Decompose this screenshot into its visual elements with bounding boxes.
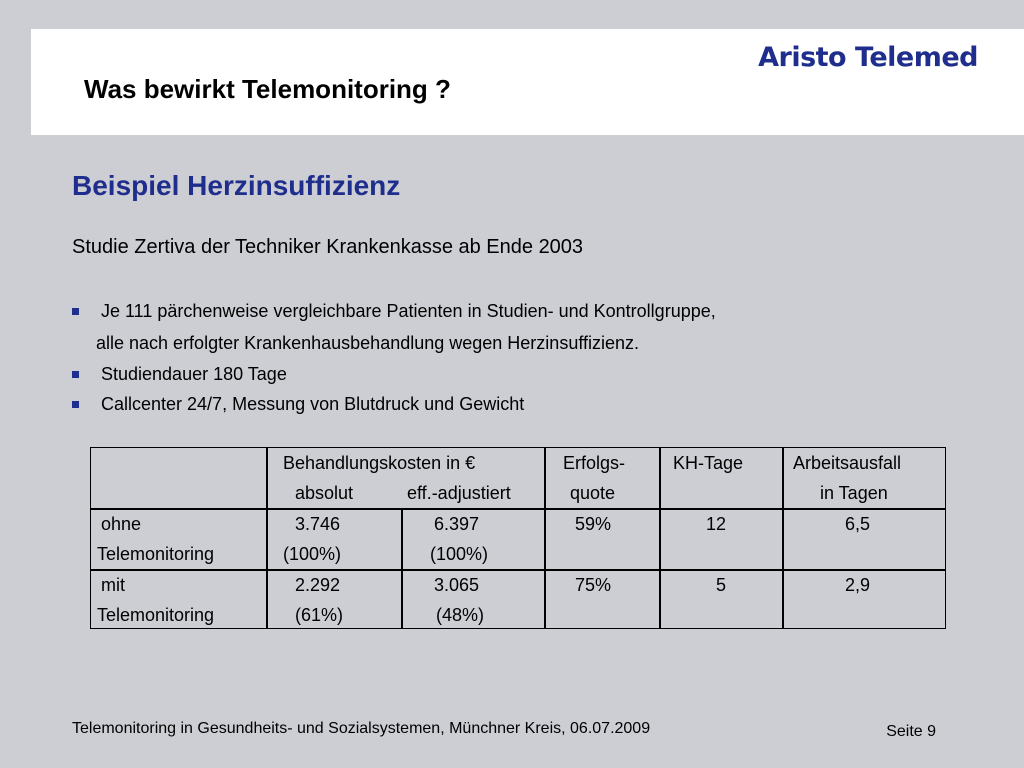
cell-kh-days: 12 [706, 514, 727, 534]
bullet-text: Studiendauer 180 Tage [101, 364, 287, 384]
cell-kh-days: 5 [716, 575, 727, 595]
table-divider [782, 448, 784, 628]
study-subtitle: Studie Zertiva der Techniker Krankenkasse ab Ende 2003 [72, 236, 584, 258]
header-absence-1: Arbeitsausfall [793, 453, 902, 473]
table-divider [91, 508, 945, 510]
bullet-text: Callcenter 24/7, Messung von Blutdruck und Gewicht [101, 394, 525, 414]
table-divider [544, 448, 546, 628]
cell-absolut-pct: (61%) [295, 605, 344, 625]
header-adjusted: eff.-adjustiert [407, 483, 511, 503]
cell-adjusted: 6.397 [434, 514, 480, 534]
header-success-1: Erfolgs- [563, 453, 626, 473]
cell-adjusted-pct: (48%) [436, 605, 485, 625]
slide-title: Was bewirkt Telemonitoring ? [84, 74, 451, 104]
row-label: ohne [101, 514, 142, 534]
header-absence-2: in Tagen [820, 483, 888, 503]
cell-adjusted-pct: (100%) [430, 544, 489, 564]
header-absolut: absolut [295, 483, 354, 503]
bullet-text: Je 111 pärchenweise vergleichbare Patienten in Studien- und Kontrollgruppe, [101, 301, 716, 321]
table-divider [266, 448, 268, 628]
section-title: Beispiel Herzinsuffizienz [72, 170, 401, 201]
table-divider [91, 569, 945, 571]
table-divider [659, 448, 661, 628]
cell-absolut: 2.292 [295, 575, 341, 595]
row-label: mit [101, 575, 125, 595]
header-costs: Behandlungskosten in € [283, 453, 476, 473]
cell-success: 75% [575, 575, 612, 595]
page-number: Seite 9 [886, 723, 936, 740]
cell-absence: 2,9 [845, 575, 871, 595]
cell-success: 59% [575, 514, 612, 534]
bullet-square-icon [72, 371, 79, 378]
header-kh-days: KH-Tage [673, 453, 744, 473]
header-bar [31, 29, 1024, 135]
cell-absolut: 3.746 [295, 514, 341, 534]
row-label: Telemonitoring [97, 544, 215, 564]
cell-absolut-pct: (100%) [283, 544, 342, 564]
bullet-square-icon [72, 401, 79, 408]
header-success-2: quote [570, 483, 616, 503]
bullet-square-icon [72, 308, 79, 315]
table-divider [401, 508, 403, 628]
brand-logo: Aristo Telemed [758, 42, 978, 73]
cell-absence: 6,5 [845, 514, 871, 534]
row-label: Telemonitoring [97, 605, 215, 625]
results-table [90, 447, 946, 629]
cell-adjusted: 3.065 [434, 575, 480, 595]
bullet-text: alle nach erfolgter Krankenhausbehandlung wegen Herzinsuffizienz. [96, 333, 640, 353]
footer-text: Telemonitoring in Gesundheits- und Sozialsystemen, Münchner Kreis, 06.07.2009 [72, 720, 651, 737]
